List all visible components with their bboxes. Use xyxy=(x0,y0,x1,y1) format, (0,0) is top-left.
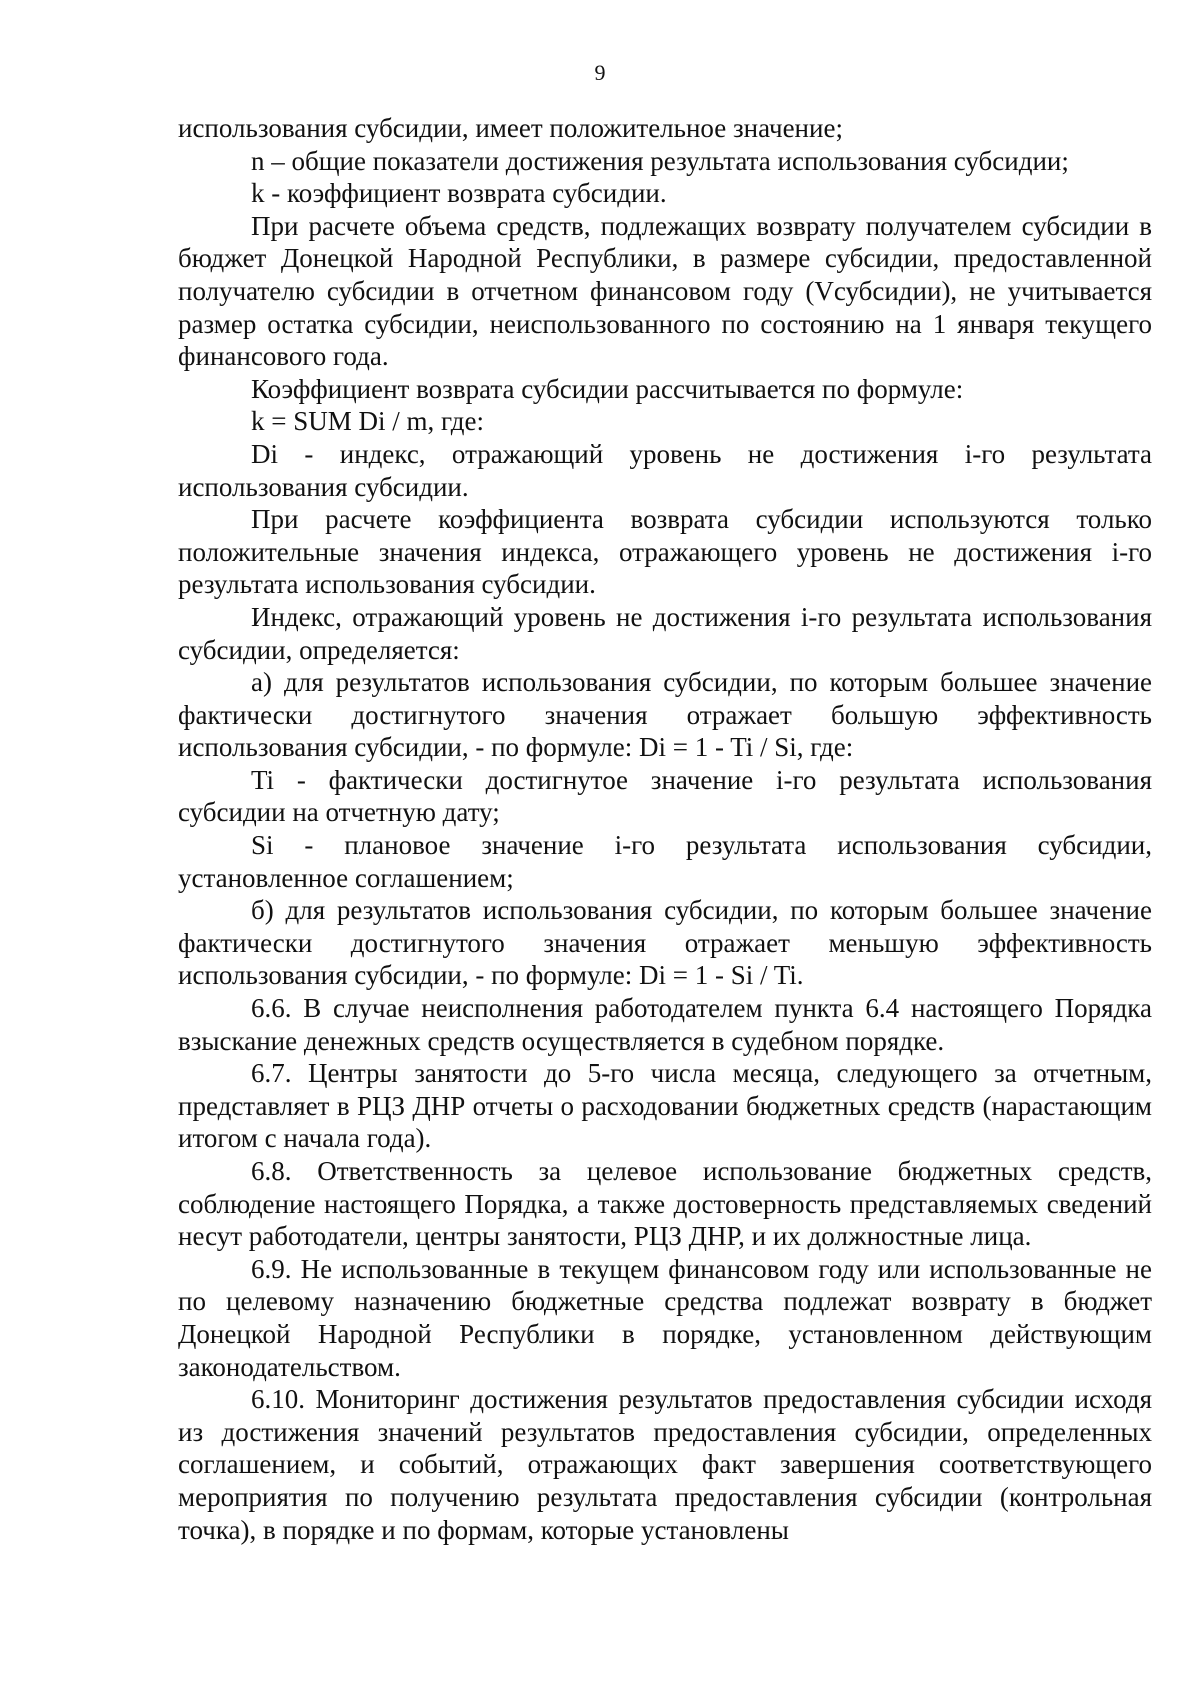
paragraph: использования субсидии, имеет положительное значение; xyxy=(178,113,843,143)
paragraph: Si - плановое значение i-го результата использования субсидии, установленное соглашением; xyxy=(178,830,1152,893)
paragraph: n – общие показатели достижения результата использования субсидии; xyxy=(251,145,1069,176)
paragraph: k - коэффициент возврата субсидии. xyxy=(251,178,667,209)
paragraph: При расчете коэффициента возврата субсидии используются только положительные значения индекса, отражающего уровень не достижения i-го результата использования субсидии. xyxy=(178,504,1152,600)
paragraph: Ti - фактически достигнутое значение i-го результата использования субсидии на отчетную дату; xyxy=(178,764,1152,828)
paragraph: 6.9. Не использованные в текущем финансовом году или использованные не по целевому назначению бюджетные средства подлежат возврату в бюджет Донецкой Народной Республики в порядке, установленном действующим законодательством. xyxy=(178,1253,1152,1382)
paragraph: 6.7. Центры занятости до 5-го числа месяца, следующего за отчетным, представляет в РЦЗ ДНР отчеты о расходовании бюджетных средств (нарастающим итогом с начала года). xyxy=(178,1058,1152,1154)
formula-paragraph: k = SUM Di / m, где: xyxy=(251,406,484,437)
paragraph: 6.6. В случае неисполнения работодателем пункта 6.4 настоящего Порядка взыскание денежных средств осуществляется в судебном порядке. xyxy=(178,993,1152,1056)
page-number: 9 xyxy=(594,60,606,85)
paragraph: б) для результатов использования субсидии, по которым большее значение фактически достигнутого значения отражает меньшую эффективность использования субсидии, - по формуле: Di = 1 - Si / Ti. xyxy=(178,895,1152,991)
paragraph: 6.10. Мониторинг достижения результатов предоставления субсидии исходя из достижения значений результатов предоставления субсидии, определенных соглашением, и событий, отражающих факт завершения соответствующего мероприятия по получению результата предоставления субсидии (контрольная точка), в порядке и по формам, которые установлены xyxy=(178,1384,1152,1545)
paragraph: Коэффициент возврата субсидии рассчитывается по формуле: xyxy=(251,373,964,404)
paragraph: а) для результатов использования субсидии, по которым большее значение фактически достигнутого значения отражает большую эффективность использования субсидии, - по формуле: Di = 1 - Ti / Si, где: xyxy=(178,667,1152,763)
paragraph: Индекс, отражающий уровень не достижения i-го результата использования субсидии, определяется: xyxy=(178,601,1152,665)
paragraph: При расчете объема средств, подлежащих возврату получателем субсидии в бюджет Донецкой Народной Республики, в размере субсидии, предоставленной получателю субсидии в отчетном финансовом году (Vсубсидии), не учитывается размер остатка субсидии, неиспользованного по состоянию на 1 января текущего финансового года. xyxy=(178,210,1152,372)
paragraph: Di - индекс, отражающий уровень не достижения i-го результата использования субсидии. xyxy=(178,438,1152,502)
paragraph: 6.8. Ответственность за целевое использование бюджетных средств, соблюдение настоящего Порядка, а также достоверность представляемых сведений несут работодатели, центры занятости, РЦЗ ДНР, и их должностные лица. xyxy=(178,1156,1152,1252)
document-body xyxy=(178,112,1152,1546)
